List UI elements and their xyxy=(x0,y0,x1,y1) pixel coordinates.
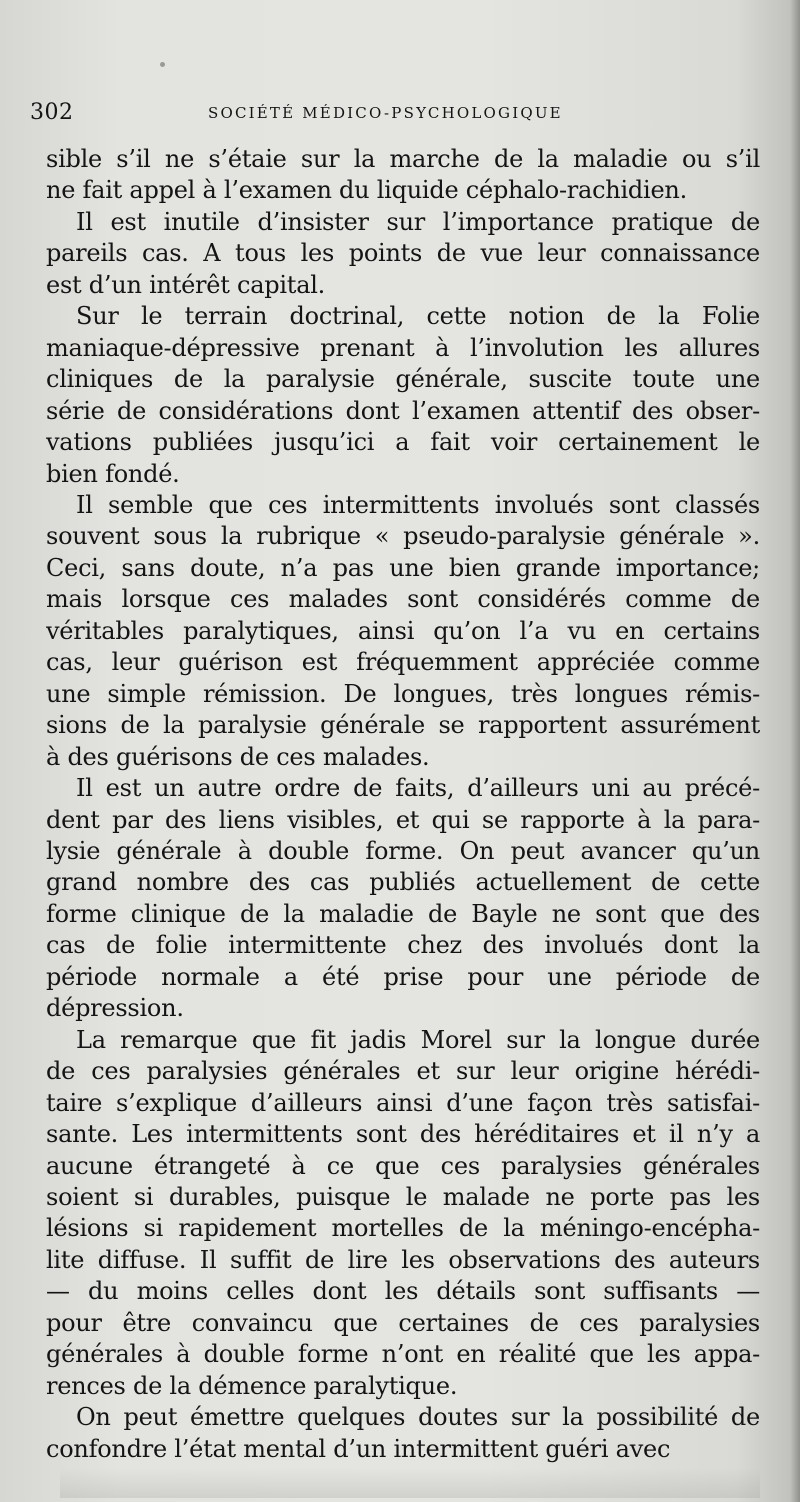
text-line: dent par des liens visibles, et qui se rapporte à la para- xyxy=(46,805,760,834)
text-line: cas, leur guérison est fréquemment appréciée comme xyxy=(46,648,760,677)
text-line: On peut émettre quelques doutes sur la possibilité de xyxy=(76,1403,760,1432)
page-number: 302 xyxy=(30,100,74,125)
text-line: Il est inutile d’insister sur l’importance pratique de xyxy=(76,207,760,236)
text-line: vations publiées jusqu’ici a fait voir certainement le xyxy=(46,428,760,457)
text-line: forme clinique de la maladie de Bayle ne sont que des xyxy=(46,899,760,928)
text-line: grand nombre des cas publiés actuellement de cette xyxy=(46,868,760,897)
text-line: taire s’explique d’ailleurs ainsi d’une façon très satisfai- xyxy=(46,1088,760,1117)
text-line: lite diffuse. Il suffit de lire les observations des auteurs xyxy=(46,1245,760,1274)
paragraph xyxy=(46,144,760,207)
text-line: sante. Les intermittents sont des héréditaires et il n’y a xyxy=(46,1120,760,1149)
text-line: est d’un intérêt capital. xyxy=(46,270,326,299)
paragraph xyxy=(46,301,760,490)
text-line: Il est un autre ordre de faits, d’ailleurs uni au précé- xyxy=(76,774,760,803)
text-line: pour être convaincu que certaines de ces paralysies xyxy=(46,1308,760,1337)
text-line: soient si durables, puisque le malade ne porte pas les xyxy=(46,1182,760,1211)
text-line: cliniques de la paralysie générale, suscite toute une xyxy=(46,365,760,394)
running-head: SOCIÉTÉ MÉDICO-PSYCHOLOGIQUE xyxy=(208,104,563,122)
text-line: cas de folie intermittente chez des involués dont la xyxy=(46,931,760,960)
text-line: une simple rémission. De longues, très longues rémis- xyxy=(46,679,760,708)
text-line: ne fait appel à l’examen du liquide céphalo-rachidien. xyxy=(46,176,687,205)
text-line: période normale a été prise pour une période de xyxy=(46,962,760,991)
text-line: — du moins celles dont les détails sont suffisants — xyxy=(46,1277,760,1306)
text-line: à des guérisons de ces malades. xyxy=(46,742,430,771)
paragraph xyxy=(46,1402,760,1465)
text-line: dépression. xyxy=(46,994,184,1023)
paragraph xyxy=(46,773,760,1025)
text-line: série de considérations dont l’examen attentif des obser- xyxy=(46,396,760,425)
text-line: Il semble que ces intermittents involués sont classés xyxy=(76,490,760,519)
text-line: confondre l’état mental d’un intermittent guéri avec xyxy=(46,1434,671,1463)
text-line: mais lorsque ces malades sont considérés comme de xyxy=(46,585,760,614)
text-line: générales à double forme n’ont en réalité que les appa- xyxy=(46,1340,760,1369)
text-line: de ces paralysies générales et sur leur origine hérédi- xyxy=(46,1057,760,1086)
text-line: bien fondé. xyxy=(46,459,180,488)
paragraph xyxy=(46,1025,760,1402)
text-line: La remarque que fit jadis Morel sur la longue durée xyxy=(76,1025,760,1054)
text-line: Ceci, sans doute, n’a pas une bien grande importance; xyxy=(46,553,760,582)
text-line: rences de la démence paralytique. xyxy=(46,1371,458,1400)
text-line: aucune étrangeté à ce que ces paralysies générales xyxy=(46,1151,760,1180)
paragraph xyxy=(46,490,760,773)
text-line: lésions si rapidement mortelles de la méningo-encépha- xyxy=(46,1214,760,1243)
text-line: véritables paralytiques, ainsi qu’on l’a vu en certains xyxy=(46,616,760,645)
page-edge-shadow xyxy=(790,0,800,1502)
body-text xyxy=(46,144,760,1465)
text-line: sions de la paralysie générale se rapportent assurément xyxy=(46,711,760,740)
text-line: lysie générale à double forme. On peut avancer qu’un xyxy=(46,836,760,865)
bleed-through-text xyxy=(60,1468,760,1498)
paper-speck xyxy=(160,62,165,67)
paragraph xyxy=(46,207,760,301)
page-header xyxy=(30,100,770,132)
text-line: maniaque-dépressive prenant à l’involution les allures xyxy=(46,333,760,362)
text-line: pareils cas. A tous les points de vue leur connaissance xyxy=(46,239,760,268)
text-line: sible s’il ne s’étaie sur la marche de la maladie ou s’il xyxy=(46,145,760,173)
text-line: souvent sous la rubrique « pseudo-paralysie générale ». xyxy=(46,522,760,551)
text-line: Sur le terrain doctrinal, cette notion de la Folie xyxy=(76,302,760,331)
